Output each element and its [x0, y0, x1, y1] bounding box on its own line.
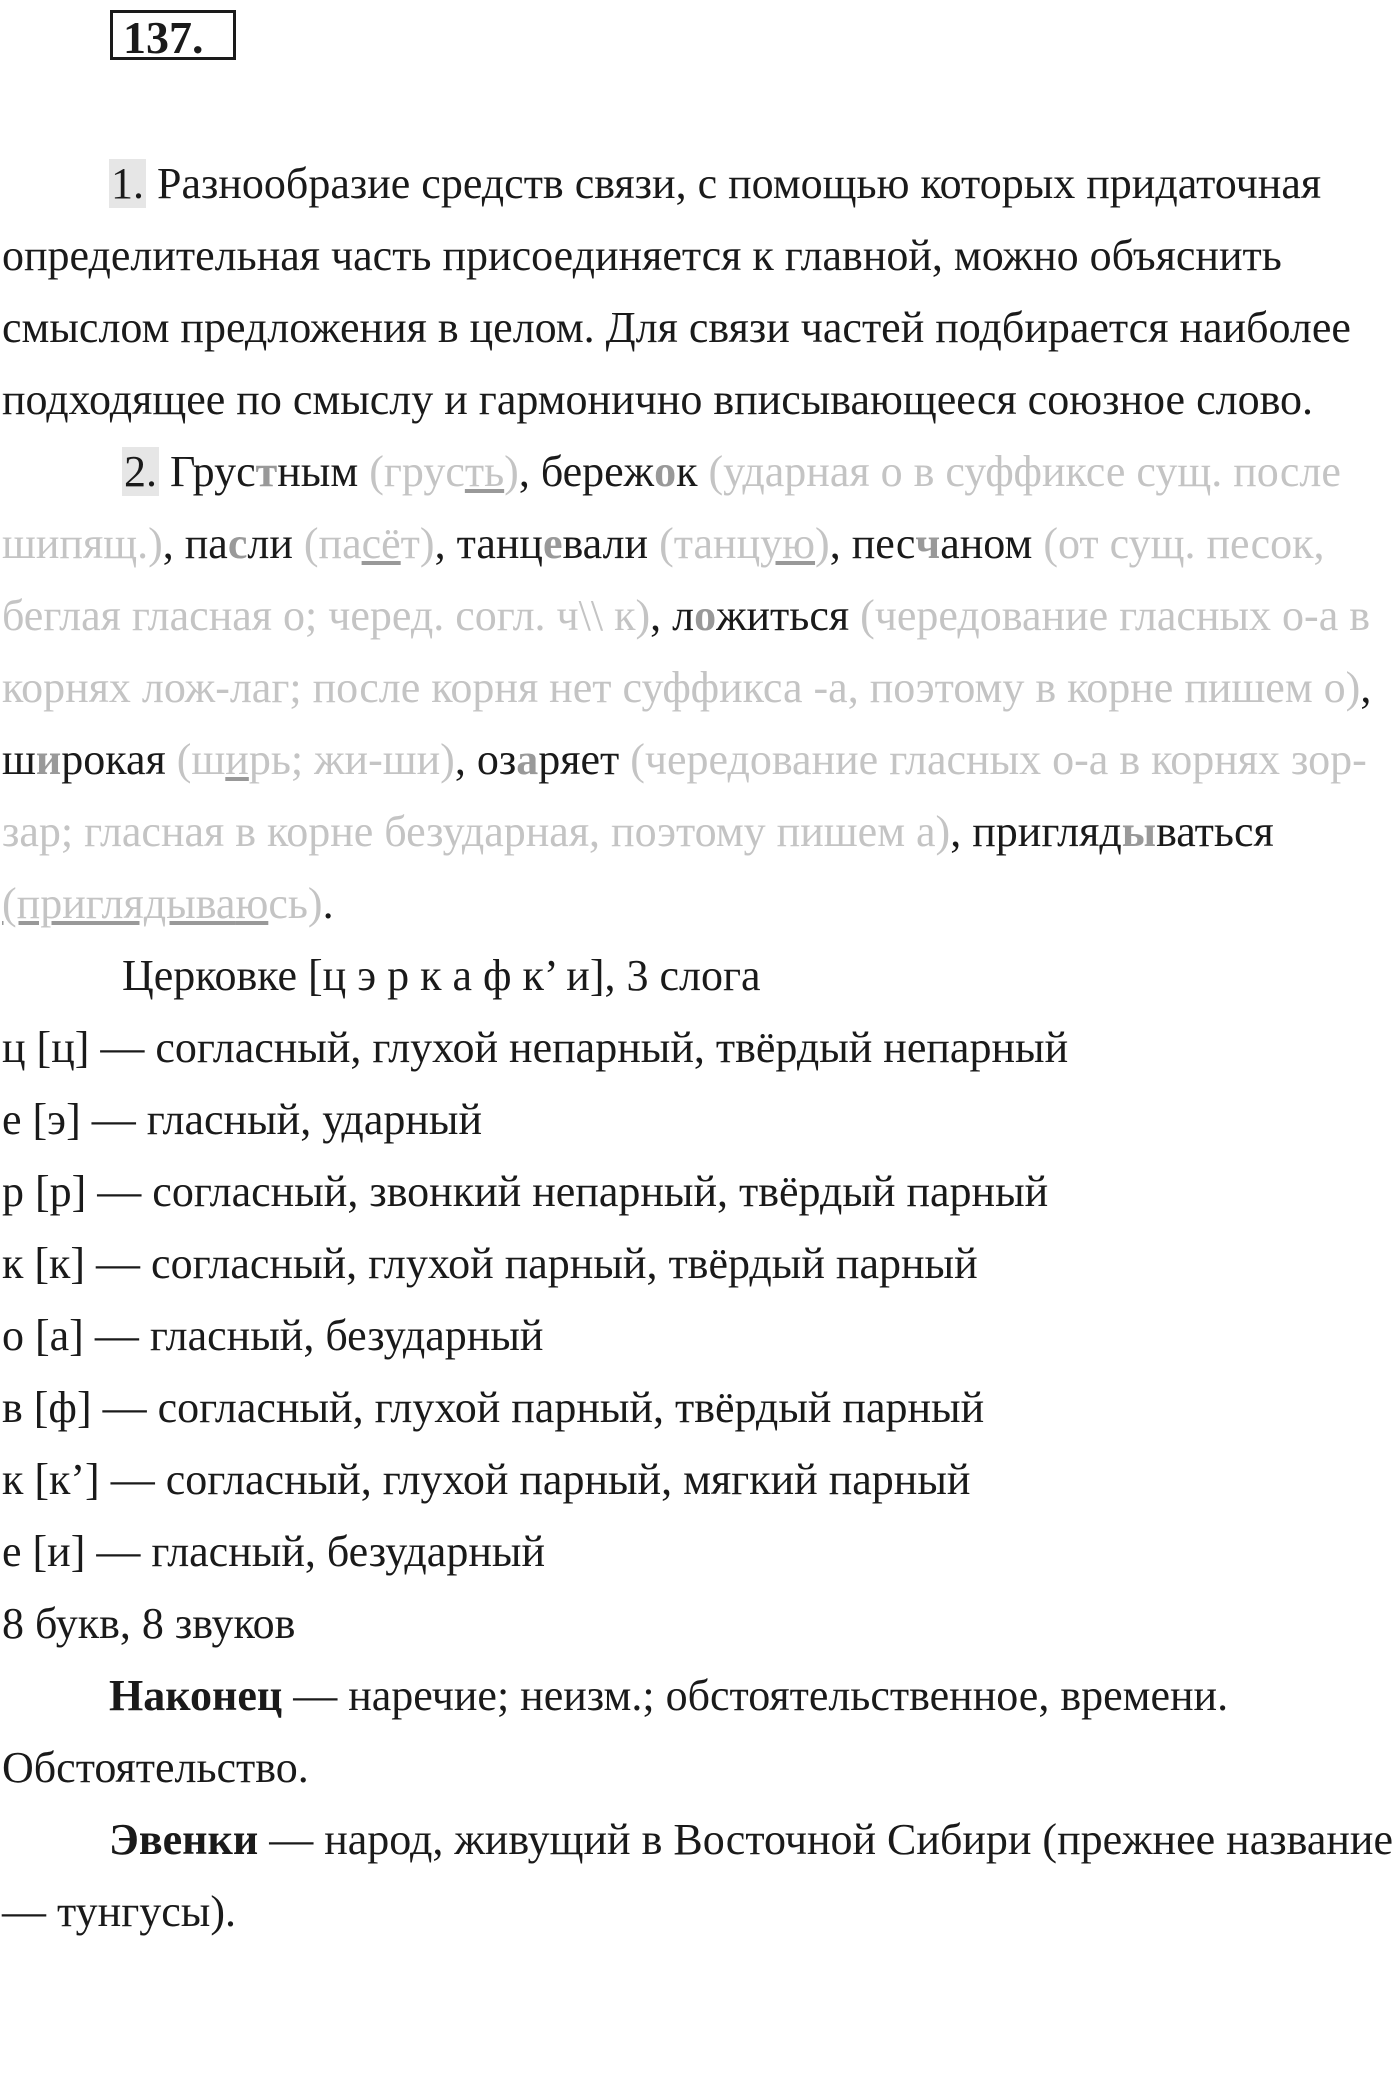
note: т)	[400, 519, 435, 568]
phonetic-summary: 8 букв, 8 звуков	[2, 1599, 296, 1648]
word: , береж	[518, 447, 655, 496]
note: рь; жи-ши)	[248, 735, 455, 784]
morph-paragraph	[2, 1660, 1398, 1804]
word: , ш	[2, 663, 1372, 784]
phonetic-line: о [а] — гласный, безударный	[2, 1311, 544, 1360]
note: (чередование гласных о-а в корнях зор-зар; гласная в корне безударная, поэтому пишем а)	[2, 735, 1367, 856]
word: , оз	[454, 735, 517, 784]
orthogram-letter: с	[227, 519, 248, 568]
note: (грус	[369, 447, 465, 496]
word: ным	[277, 447, 370, 496]
note-text: — народ, живущий в Восточной Сибири (прежнее название — тунгусы).	[2, 1815, 1393, 1936]
note: сь)	[268, 879, 323, 928]
word: житься	[716, 591, 861, 640]
phonetic-line: в [ф] — согласный, глухой парный, твёрдый парный	[2, 1383, 985, 1432]
part-2-paragraph	[2, 436, 1398, 940]
note: (танц	[659, 519, 761, 568]
part-1-paragraph	[2, 148, 1398, 436]
note: (па	[303, 519, 362, 568]
note-underlined: ю	[235, 879, 269, 928]
note-paragraph	[2, 1804, 1398, 1948]
note-underlined: (приглядыва	[2, 879, 236, 928]
exercise-number: 137.	[110, 10, 236, 60]
word: , танц	[434, 519, 543, 568]
word: .	[322, 879, 334, 928]
note: (чередование гласных о-а в корнях лож-лаг; после корня нет суффикса -а, поэтому в корне пишем о)	[2, 591, 1371, 712]
orthogram-letter: и	[35, 735, 62, 784]
word: , пригляд	[950, 807, 1122, 856]
word: Грус	[159, 447, 256, 496]
phonetic-line: е [э] — гласный, ударный	[2, 1095, 483, 1144]
note-underlined: ть	[464, 447, 505, 496]
word: аном	[940, 519, 1044, 568]
word: ваться	[1156, 807, 1274, 856]
orthogram-letter: ч	[915, 519, 941, 568]
morph-word: Наконец	[109, 1671, 283, 1720]
word: рокая	[61, 735, 177, 784]
phonetic-header: Церковке [ц э р к а ф к’ и], 3 слога	[122, 951, 761, 1000]
word: , пес	[829, 519, 916, 568]
part-1-number: 1.	[111, 159, 144, 208]
part-2-number: 2.	[124, 447, 157, 496]
phonetic-line: ц [ц] — согласный, глухой непарный, твёрдый непарный	[2, 1023, 1069, 1072]
orthogram-letter: т	[255, 447, 278, 496]
note: )	[815, 519, 830, 568]
note: (ударная о в суффиксе сущ. после шипящ.)	[2, 447, 1341, 568]
word: , л	[650, 591, 695, 640]
note: (от сущ. песок, беглая гласная о; черед. согл. ч\\ к)	[2, 519, 1325, 640]
word: ряет	[538, 735, 631, 784]
phonetic-line: р [р] — согласный, звонкий непарный, твёрдый парный	[2, 1167, 1049, 1216]
morph-text: — наречие; неизм.; обстоятельственное, времени. Обстоятельство.	[2, 1671, 1229, 1792]
note: (ш	[176, 735, 226, 784]
phonetic-line: к [к’] — согласный, глухой парный, мягкий парный	[2, 1455, 971, 1504]
word: к	[676, 447, 709, 496]
orthogram-letter: о	[694, 591, 717, 640]
part-1-text: Разнообразие средств связи, с помощью которых придаточная определительная часть присоединяется к главной, можно объяснить смыслом предложения в целом. Для связи частей подбирается наиболее подходящее по смыслу и гармонично вписывающееся союзное слово.	[2, 159, 1351, 424]
phonetic-line: к [к] — согласный, глухой парный, твёрдый парный	[2, 1239, 978, 1288]
note-underlined: сё	[361, 519, 401, 568]
note-word: Эвенки	[109, 1815, 259, 1864]
note-underlined: и	[225, 735, 249, 784]
answer-text	[2, 148, 1398, 1948]
phonetic-line: е [и] — гласный, безударный	[2, 1527, 545, 1576]
orthogram-letter: ы	[1121, 807, 1157, 856]
note: )	[504, 447, 519, 496]
word: ли	[247, 519, 304, 568]
word: , па	[162, 519, 228, 568]
word: вали	[562, 519, 660, 568]
note-underlined: ую	[760, 519, 816, 568]
orthogram-letter: о	[654, 447, 677, 496]
orthogram-letter: е	[542, 519, 563, 568]
orthogram-letter: а	[516, 735, 539, 784]
